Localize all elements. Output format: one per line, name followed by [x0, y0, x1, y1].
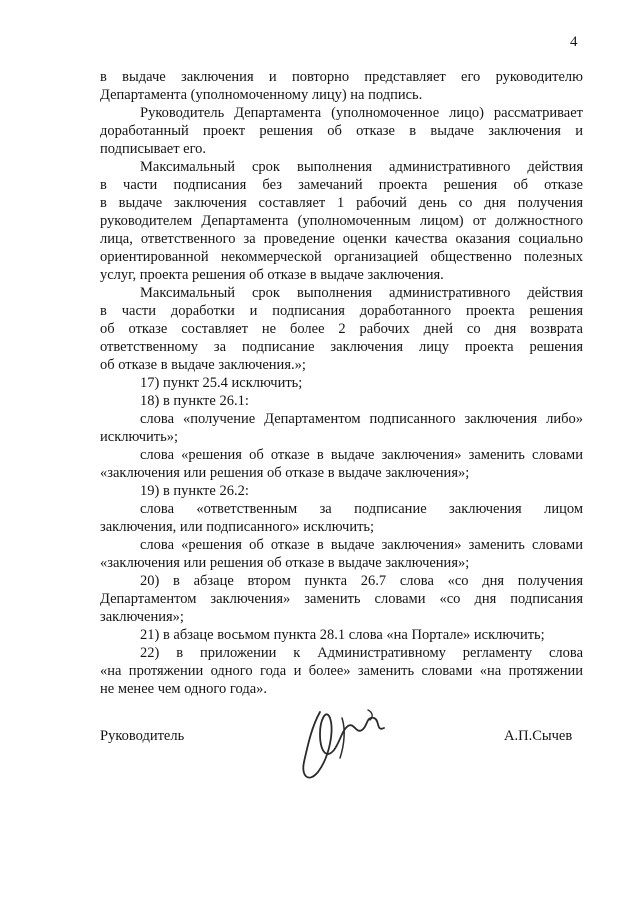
text-line: слова «получение Департаментом подписанного заключения либо» — [140, 411, 583, 427]
text-line: слова «решения об отказе в выдаче заключения» заменить словами — [140, 537, 583, 553]
text-line: в части подписания без замечаний проекта решения об отказе — [100, 177, 583, 193]
text-line: в части доработки и подписания доработанного проекта решения — [100, 303, 583, 319]
text-line: руководителем Департамента (уполномоченным лицом) от должностного — [100, 213, 583, 229]
text-line: заключения»; — [100, 609, 184, 625]
text-line: заключения, или подписанного» исключить; — [100, 519, 375, 535]
text-line: «на протяжении одного года и более» заменить словами «на протяжении — [100, 663, 583, 679]
text-line: подписывает его. — [100, 141, 207, 157]
text-line: 22) в приложении к Административному регламенту слова — [140, 645, 583, 661]
text-line: «заключения или решения об отказе в выдаче заключения»; — [100, 465, 470, 481]
text-line: 21) в абзаце восьмом пункта 28.1 слова «на Портале» исключить; — [140, 627, 545, 643]
text-line: ответственному за подписание заключения лицу проекта решения — [100, 339, 583, 355]
text-line: услуг, проекта решения об отказе в выдаче заключения. — [100, 267, 444, 283]
page-number: 4 — [570, 34, 578, 50]
text-line: в выдаче заключения и повторно представляет его руководителю — [100, 69, 583, 85]
text-line: «заключения или решения об отказе в выдаче заключения»; — [100, 555, 470, 571]
text-line: 20) в абзаце втором пункта 26.7 слова «со дня получения — [140, 573, 583, 589]
text-line: в выдаче заключения составляет 1 рабочий день со дня получения — [100, 195, 583, 211]
text-line: Департамента (уполномоченному лицу) на подпись. — [100, 87, 423, 103]
text-line: Руководитель Департамента (уполномоченное лицо) рассматривает — [140, 105, 583, 121]
text-line: исключить»; — [100, 429, 179, 445]
text-line: 17) пункт 25.4 исключить; — [140, 375, 303, 391]
signatory-position: Руководитель — [100, 728, 185, 744]
text-line: слова «ответственным за подписание заключения лицом — [140, 501, 583, 517]
text-line: не менее чем одного года». — [100, 681, 268, 697]
handwritten-signature — [290, 700, 410, 790]
text-line: 18) в пункте 26.1: — [140, 393, 249, 409]
text-line: об отказе в выдаче заключения.»; — [100, 357, 306, 373]
text-line: доработанный проект решения об отказе в выдаче заключения и — [100, 123, 583, 139]
text-line: Департаментом заключения» заменить словами «со дня подписания — [100, 591, 583, 607]
text-line: Максимальный срок выполнения административного действия — [140, 285, 583, 301]
text-line: 19) в пункте 26.2: — [140, 483, 249, 499]
text-line: лица, ответственного за проведение оценки качества оказания социально — [100, 231, 583, 247]
text-line: слова «решения об отказе в выдаче заключения» заменить словами — [140, 447, 583, 463]
text-line: Максимальный срок выполнения административного действия — [140, 159, 583, 175]
text-line: ориентированной некоммерческой организацией общественно полезных — [100, 249, 583, 265]
text-line: об отказе составляет не более 2 рабочих дней со дня возврата — [100, 321, 583, 337]
signatory-name: А.П.Сычев — [504, 728, 573, 744]
